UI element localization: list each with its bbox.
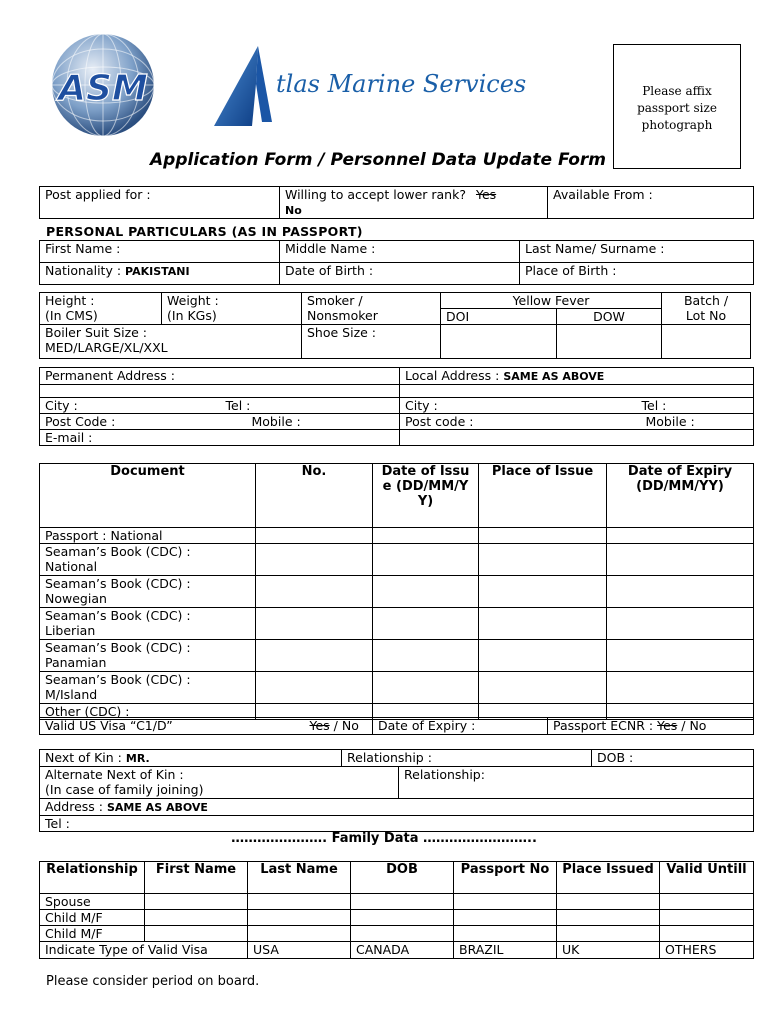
family-cell[interactable]	[248, 910, 351, 926]
post-applied-field[interactable]: Post applied for :	[40, 187, 280, 219]
perm-tel-label: Tel :	[225, 398, 251, 413]
ecnr-field[interactable]	[548, 718, 754, 735]
shoe-field[interactable]: Shoe Size :	[302, 325, 441, 359]
family-header-relationship: Relationship	[40, 862, 145, 894]
brand-name: tlas Marine Services	[276, 70, 527, 98]
visa-table	[39, 717, 754, 735]
local-postcode-label: Post code :	[405, 414, 474, 429]
family-cell[interactable]	[660, 926, 754, 942]
doc-cell[interactable]	[373, 528, 479, 544]
doc-row-sub: National	[45, 559, 98, 574]
middle-name-field[interactable]: Middle Name :	[280, 241, 520, 263]
doc-row-label: Seaman’s Book (CDC) :	[45, 544, 191, 559]
photo-text-2: passport size	[637, 101, 717, 115]
family-cell[interactable]	[557, 910, 660, 926]
smoker-label: Smoker /	[307, 293, 363, 308]
local-city-label: City :	[405, 398, 438, 413]
doc-header-no: No.	[256, 464, 373, 528]
doc-row-cdc-liberian	[40, 608, 256, 640]
family-row-child-1: Child M/F	[40, 910, 145, 926]
doc-cell[interactable]	[607, 528, 754, 544]
first-name-field[interactable]: First Name :	[40, 241, 280, 263]
name-table	[39, 240, 754, 285]
photo-box	[613, 44, 741, 169]
lot-label: Lot No	[685, 308, 727, 323]
doc-cell[interactable]	[373, 672, 479, 704]
nationality-value: PAKISTANI	[125, 265, 190, 278]
doc-header-document: Document	[40, 464, 256, 528]
doc-cell[interactable]	[607, 608, 754, 640]
logo-letters: ASM	[58, 68, 148, 109]
doc-row-label: Seaman’s Book (CDC) :	[45, 672, 191, 687]
photo-text-3: photograph	[641, 118, 713, 132]
document-table	[39, 463, 754, 720]
willing-field[interactable]	[280, 187, 548, 219]
perm-city-tel[interactable]	[40, 398, 400, 414]
smoker-field[interactable]	[302, 293, 441, 325]
family-cell[interactable]	[557, 894, 660, 910]
weight-unit: (In KGs)	[167, 308, 217, 323]
family-cell[interactable]	[351, 926, 454, 942]
doc-row-sub: Panamian	[45, 655, 107, 670]
doc-cell[interactable]	[479, 576, 607, 608]
family-header-dob: DOB	[351, 862, 454, 894]
doc-row-label: Seaman’s Book (CDC) :	[45, 576, 191, 591]
alternate-kin-label: Alternate Next of Kin :	[45, 767, 184, 782]
ecnr-no: / No	[681, 718, 707, 733]
yellow-fever-header: Yellow Fever	[441, 293, 662, 309]
kin-relationship-field[interactable]: Relationship :	[342, 750, 592, 767]
family-table	[39, 861, 754, 959]
form-title: Application Form / Personnel Data Update Form	[150, 150, 607, 170]
next-of-kin-field[interactable]	[40, 750, 342, 767]
email-field[interactable]: E-mail :	[40, 430, 400, 446]
family-header-place: Place Issued	[557, 862, 660, 894]
family-header-passport: Passport No	[454, 862, 557, 894]
doc-cell[interactable]	[373, 576, 479, 608]
address-table	[39, 367, 754, 446]
visa-type-others[interactable]: OTHERS	[660, 942, 754, 959]
doc-cell[interactable]	[607, 544, 754, 576]
doc-row-cdc-panamian	[40, 640, 256, 672]
ecnr-yes: Yes	[657, 718, 678, 733]
batch-label: Batch /	[683, 293, 729, 308]
perm-postcode-mobile[interactable]	[40, 414, 400, 430]
post-table	[39, 186, 754, 219]
doc-cell[interactable]	[373, 544, 479, 576]
local-address-line[interactable]	[400, 385, 754, 398]
family-header-last: Last Name	[248, 862, 351, 894]
doc-cell[interactable]	[256, 672, 373, 704]
doc-row-label: Seaman’s Book (CDC) :	[45, 640, 191, 655]
next-of-kin-value: MR.	[125, 752, 150, 765]
atlas-a-icon	[212, 44, 282, 128]
doc-cell[interactable]	[479, 608, 607, 640]
local-city-tel[interactable]	[400, 398, 754, 414]
doc-row-sub: Nowegian	[45, 591, 107, 606]
doc-cell[interactable]	[256, 544, 373, 576]
dow-field[interactable]	[557, 325, 662, 359]
local-address-label: Local Address :	[405, 368, 500, 383]
asm-logo	[50, 30, 156, 140]
doi-field[interactable]	[441, 325, 557, 359]
doc-row-sub: M/Island	[45, 687, 98, 702]
family-cell[interactable]	[557, 926, 660, 942]
family-heading: …………………. Family Data ……………………..	[231, 831, 537, 846]
doc-cell[interactable]	[607, 640, 754, 672]
doc-cell[interactable]	[479, 640, 607, 672]
kin-address-label: Address :	[45, 799, 103, 814]
height-label: Height :	[45, 293, 95, 308]
weight-label: Weight :	[167, 293, 219, 308]
height-field[interactable]	[40, 293, 162, 325]
doc-cell[interactable]	[479, 544, 607, 576]
available-field[interactable]: Available From :	[548, 187, 754, 219]
us-visa-yes: Yes	[309, 718, 330, 733]
doc-row-label: Seaman’s Book (CDC) :	[45, 608, 191, 623]
kin-table	[39, 749, 754, 832]
doc-row-passport: Passport : National	[40, 528, 256, 544]
family-cell[interactable]	[145, 926, 248, 942]
willing-label: Willing to accept lower rank?	[285, 187, 466, 202]
family-cell[interactable]	[145, 910, 248, 926]
email-blank[interactable]	[400, 430, 754, 446]
family-header-first: First Name	[145, 862, 248, 894]
doc-cell[interactable]	[256, 576, 373, 608]
doc-cell[interactable]	[256, 608, 373, 640]
alternate-kin-field[interactable]	[40, 767, 399, 799]
visa-type-uk[interactable]: UK	[557, 942, 660, 959]
family-cell[interactable]	[351, 910, 454, 926]
doi-header: DOI	[441, 309, 557, 325]
doc-row-sub: Liberian	[45, 623, 96, 638]
willing-yes: Yes	[475, 187, 497, 202]
nationality-field[interactable]	[40, 263, 280, 285]
alternate-relationship-field[interactable]: Relationship:	[399, 767, 754, 799]
visa-type-brazil[interactable]: BRAZIL	[454, 942, 557, 959]
doc-cell[interactable]	[479, 672, 607, 704]
doc-row-other: Other (CDC) :	[40, 704, 256, 720]
kin-tel-field[interactable]: Tel :	[40, 816, 754, 832]
nonsmoker-label: Nonsmoker	[307, 308, 378, 323]
next-of-kin-label: Next of Kin :	[45, 750, 122, 765]
family-cell[interactable]	[351, 894, 454, 910]
doc-cell[interactable]	[373, 608, 479, 640]
doc-cell[interactable]	[256, 640, 373, 672]
permanent-address-line[interactable]	[40, 385, 400, 398]
boiler-label: Boiler Suit Size :	[45, 325, 148, 340]
ecnr-label: Passport ECNR :	[553, 718, 654, 733]
doc-cell[interactable]	[373, 640, 479, 672]
height-unit: (In CMS)	[45, 308, 98, 323]
weight-field[interactable]	[162, 293, 302, 325]
willing-no: No	[285, 204, 302, 217]
local-address-field[interactable]	[400, 368, 754, 385]
dob-field[interactable]: Date of Birth :	[280, 263, 520, 285]
us-visa-label: Valid US Visa “C1/D”	[45, 718, 173, 733]
visa-type-label: Indicate Type of Valid Visa	[40, 942, 248, 959]
family-cell[interactable]	[248, 894, 351, 910]
us-visa-no: / No	[333, 718, 359, 733]
family-cell[interactable]	[454, 894, 557, 910]
boiler-sizes: MED/LARGE/XL/XXL	[45, 340, 168, 355]
photo-text-1: Please affix	[642, 84, 712, 98]
doc-cell[interactable]	[256, 528, 373, 544]
alternate-kin-note: (In case of family joining)	[45, 782, 204, 797]
visa-type-usa[interactable]: USA	[248, 942, 351, 959]
us-visa-options	[310, 718, 359, 733]
perm-mobile-label: Mobile :	[251, 414, 301, 429]
footer-note: Please consider period on board.	[46, 974, 260, 989]
visa-expiry-field[interactable]: Date of Expiry :	[373, 718, 548, 735]
doc-row-cdc-norwegian	[40, 576, 256, 608]
local-mobile-label: Mobile :	[645, 414, 695, 429]
nationality-label: Nationality :	[45, 263, 122, 278]
kin-dob-field[interactable]: DOB :	[592, 750, 754, 767]
doc-row-cdc-mi	[40, 672, 256, 704]
doc-cell[interactable]	[479, 528, 607, 544]
family-row-child-2: Child M/F	[40, 926, 145, 942]
permanent-address-field[interactable]: Permanent Address :	[40, 368, 400, 385]
us-visa-field[interactable]	[40, 718, 373, 735]
doc-header-place: Place of Issue	[479, 464, 607, 528]
doc-cell[interactable]	[607, 576, 754, 608]
local-postcode-mobile[interactable]	[400, 414, 754, 430]
dow-header: DOW	[557, 309, 662, 325]
family-cell[interactable]	[660, 910, 754, 926]
family-cell[interactable]	[248, 926, 351, 942]
local-address-value: SAME AS ABOVE	[503, 370, 605, 383]
perm-city-label: City :	[45, 398, 78, 413]
family-header-valid: Valid Untill	[660, 862, 754, 894]
doc-cell[interactable]	[607, 672, 754, 704]
doc-row-cdc-national	[40, 544, 256, 576]
boiler-field[interactable]	[40, 325, 302, 359]
physical-table	[39, 292, 751, 359]
doc-header-expiry: Date of Expiry (DD/MM/YY)	[607, 464, 754, 528]
last-name-field[interactable]: Last Name/ Surname :	[520, 241, 754, 263]
perm-postcode-label: Post Code :	[45, 414, 116, 429]
family-cell[interactable]	[660, 894, 754, 910]
batch-header	[662, 293, 751, 325]
batch-field[interactable]	[662, 325, 751, 359]
family-cell[interactable]	[454, 926, 557, 942]
family-cell[interactable]	[145, 894, 248, 910]
kin-address-field[interactable]	[40, 799, 754, 816]
visa-type-canada[interactable]: CANADA	[351, 942, 454, 959]
local-tel-label: Tel :	[641, 398, 667, 413]
personal-heading: PERSONAL PARTICULARS (AS IN PASSPORT)	[46, 224, 363, 239]
family-row-spouse: Spouse	[40, 894, 145, 910]
doc-header-issue: Date of Issue (DD/MM/YY)	[373, 464, 479, 528]
pob-field[interactable]: Place of Birth :	[520, 263, 754, 285]
family-cell[interactable]	[454, 910, 557, 926]
kin-address-value: SAME AS ABOVE	[106, 801, 208, 814]
